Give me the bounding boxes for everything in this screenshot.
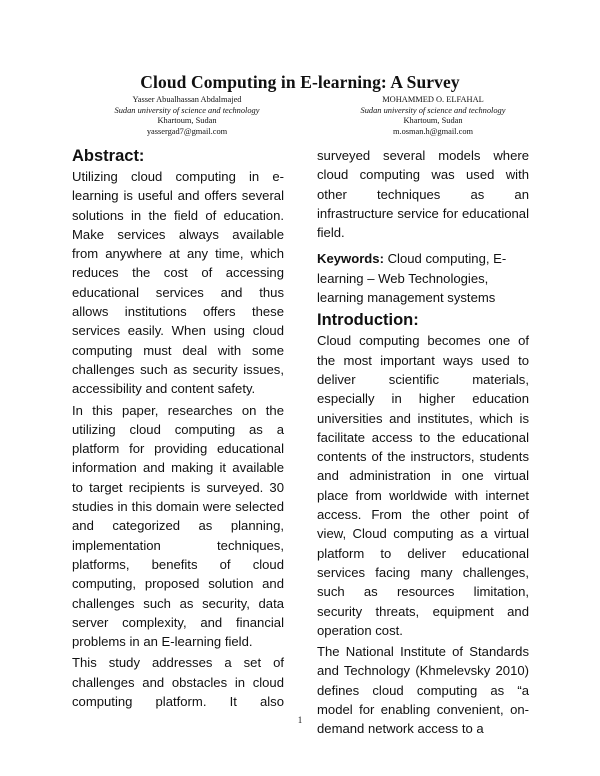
author-affiliation: Sudan university of science and technology xyxy=(360,105,506,115)
abstract-paragraph-continued: surveyed several models where cloud computing was used with other techniques as an infrastructure service for educational field. xyxy=(317,148,529,241)
paper-title: Cloud Computing in E-learning: A Survey xyxy=(140,72,460,92)
author-name: MOHAMMED O. ELFAHAL xyxy=(382,95,484,104)
author-block-2 xyxy=(318,95,548,137)
page-number: 1 xyxy=(297,715,303,725)
keywords xyxy=(317,249,529,307)
introduction-paragraph: Cloud computing becomes one of the most important ways used to deliver scientific materials, especially in higher education universities and institutes, which is facilitate access to the educational contents of the instructors, students and administration in one virtual place from worldwide with internet access. From the other point of view, Cloud computing as a virtual platform to deliver educational services facing many challenges, such as resources limitation, security threats, equipment and operation cost. xyxy=(317,333,529,638)
abstract-paragraph: This study addresses a set of challenges and obstacles in cloud computing platform. It also xyxy=(72,655,284,710)
author-location: Khartoum, Sudan xyxy=(157,116,217,126)
right-column xyxy=(317,146,529,739)
introduction-heading: Introduction: xyxy=(317,311,419,330)
keywords-label: Keywords: xyxy=(317,251,384,267)
abstract-paragraph: Utilizing cloud computing in e-learning is useful and offers several solutions in the field of education. Make services always available from anywhere at any time, which reduces the cost of accessing educational services and thus allows institutions offers these services easily. When using cloud computing must deal with some challenges such as security issues, accessibility and content safety. xyxy=(72,169,284,397)
introduction-paragraph: The National Institute of Standards and Technology (Khmelevsky 2010) defines cloud computing as “a model for enabling convenient, on-demand network access to a xyxy=(317,644,529,737)
abstract-heading: Abstract: xyxy=(72,147,145,165)
author-name: Yasser Abualhassan Abdalmajed xyxy=(132,95,242,104)
author-location: Khartoum, Sudan xyxy=(403,116,463,126)
author-affiliation: Sudan university of science and technology xyxy=(114,105,260,115)
author-email: m.osman.h@gmail.com xyxy=(392,126,474,136)
left-column xyxy=(72,146,284,711)
author-email: yassergad7@gmail.com xyxy=(146,126,228,136)
keywords-text: Cloud computing, E-learning – Web Technologies, learning management systems xyxy=(317,251,507,306)
author-block-1 xyxy=(72,95,302,137)
abstract-paragraph: In this paper, researches on the utilizing cloud computing as a platform for providing educational information and making it available to target recipients is surveyed. 30 studies in this domain were selected and categorized as planning, implementation techniques, platforms, benefits of cloud computing, proposed solution and challenges such as security, data server complexity, and financial problems in an E-learning field. xyxy=(72,402,284,650)
